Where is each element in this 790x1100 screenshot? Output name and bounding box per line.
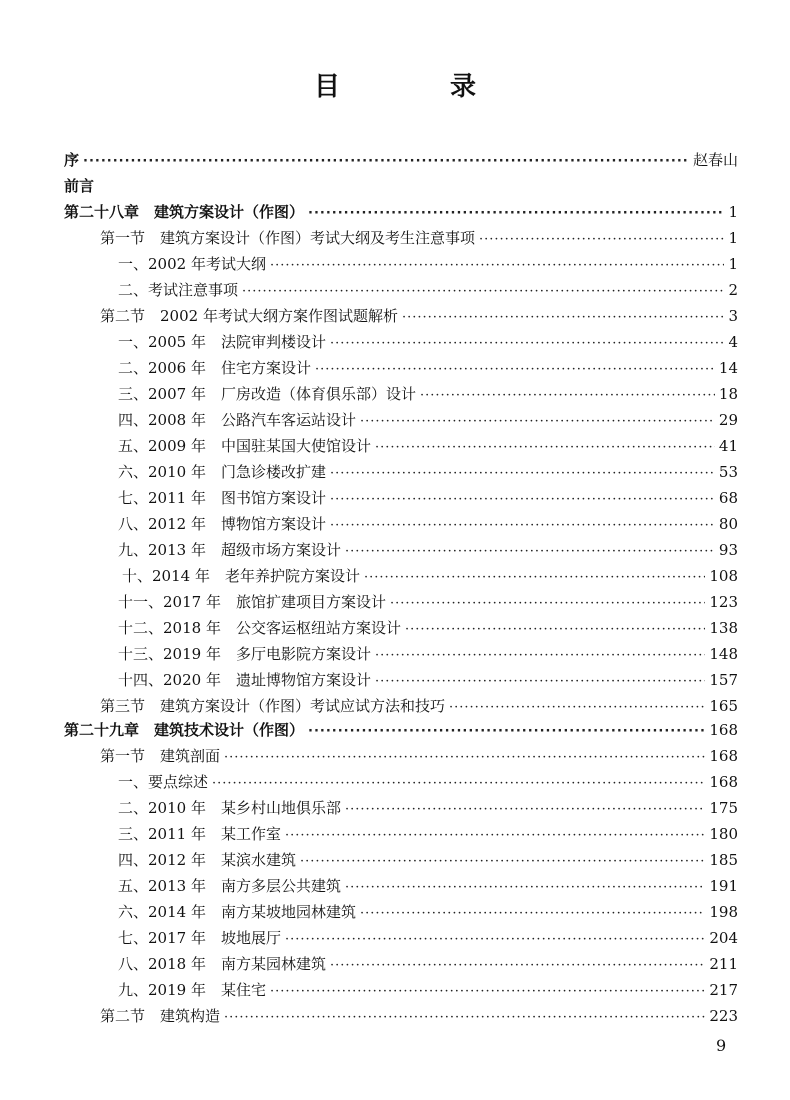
toc-entry-label: 十、2014 年 老年养护院方案设计: [122, 567, 360, 585]
dot-leader: [315, 358, 715, 382]
toc-entry-page: 211: [709, 955, 738, 973]
dot-leader: [285, 824, 705, 848]
toc-entry-label: 十三、2019 年 多厅电影院方案设计: [118, 645, 371, 663]
dot-leader: [300, 850, 705, 874]
toc-entry-item[interactable]: [118, 952, 738, 976]
toc-entry-label: 第一节 建筑剖面: [100, 747, 221, 765]
toc-entry-page: 168: [709, 773, 738, 791]
dot-leader: [364, 566, 705, 590]
dot-leader: [270, 980, 705, 1004]
dot-leader: [345, 876, 705, 900]
toc-entry-chapter-29[interactable]: [64, 718, 738, 742]
toc-entry-page: 68: [718, 489, 738, 507]
toc-entry-page: 217: [709, 981, 738, 999]
toc-entry-item[interactable]: [118, 460, 738, 484]
toc-entry-label: 一、2002 年考试大纲: [118, 255, 266, 273]
toc-entry-label: 前言: [64, 177, 95, 195]
toc-entry-item[interactable]: [118, 408, 738, 432]
toc-entry-label: 三、2007 年 厂房改造（体育俱乐部）设计: [118, 385, 416, 403]
toc-entry-item[interactable]: [118, 900, 738, 924]
toc-entry-item[interactable]: [118, 512, 738, 536]
page-number: 9: [716, 1036, 727, 1055]
toc-entry-page: 138: [709, 619, 738, 637]
toc-entry-label: 序: [64, 151, 80, 169]
toc-entry-label: 四、2008 年 公路汽车客运站设计: [118, 411, 356, 429]
toc-entry-item[interactable]: [118, 330, 738, 354]
dot-leader: [330, 462, 715, 486]
dot-leader: [360, 410, 715, 434]
toc-entry-section[interactable]: [100, 744, 738, 768]
dot-leader: [270, 254, 725, 278]
dot-leader: [83, 150, 689, 174]
toc-entry-page: 180: [709, 825, 738, 843]
toc-entry-page: 3: [728, 307, 738, 325]
dot-leader: [242, 280, 724, 304]
toc-entry-item[interactable]: [118, 382, 738, 406]
dot-leader: [330, 514, 715, 538]
toc-entry-label: 十四、2020 年 遗址博物馆方案设计: [118, 671, 371, 689]
toc-entry-label: 第一节 建筑方案设计（作图）考试大纲及考生注意事项: [100, 229, 476, 247]
toc-entry-page: 157: [709, 671, 738, 689]
toc-entry-label: 三、2011 年 某工作室: [118, 825, 281, 843]
toc-entry-foreword[interactable]: [64, 174, 738, 198]
toc-entry-item[interactable]: [118, 668, 738, 692]
toc-entry-page: 80: [718, 515, 738, 533]
toc-entry-item[interactable]: [118, 642, 738, 666]
toc-entry-page: 175: [709, 799, 738, 817]
dot-leader: [308, 202, 724, 226]
toc-entry-item[interactable]: [118, 434, 738, 458]
toc-entry-label: 第二节 2002 年考试大纲方案作图试题解析: [100, 307, 398, 325]
dot-leader: [330, 954, 705, 978]
dot-leader: [402, 306, 725, 330]
toc-entry-item[interactable]: [118, 822, 738, 846]
toc-entry-page: 168: [709, 721, 738, 739]
toc-entry-page: 108: [709, 567, 738, 585]
toc-entry-section[interactable]: [100, 304, 738, 328]
toc-entry-page: 204: [709, 929, 738, 947]
dot-leader: [345, 540, 715, 564]
toc-entry-item[interactable]: [118, 356, 738, 380]
toc-entry-section[interactable]: [100, 226, 738, 250]
toc-entry-label: 一、2005 年 法院审判楼设计: [118, 333, 326, 351]
toc-entry-page: 18: [718, 385, 738, 403]
toc-entry-item[interactable]: [118, 770, 738, 794]
page-title: 目 录: [313, 72, 518, 102]
toc-entry-page: 123: [709, 593, 738, 611]
dot-leader: [390, 592, 705, 616]
toc-entry-item[interactable]: [118, 486, 738, 510]
dot-leader: [449, 696, 705, 720]
toc-entry-page: 198: [709, 903, 738, 921]
toc-entry-page: 1: [728, 255, 738, 273]
toc-entry-label: 六、2010 年 门急诊楼改扩建: [118, 463, 326, 481]
toc-entry-section[interactable]: [100, 694, 738, 718]
dot-leader: [405, 618, 705, 642]
toc-entry-label: 七、2017 年 坡地展厅: [118, 929, 281, 947]
toc-entry-page: 41: [718, 437, 738, 455]
toc-entry-label: 第三节 建筑方案设计（作图）考试应试方法和技巧: [100, 697, 446, 715]
toc-entry-page: 191: [709, 877, 738, 895]
toc-entry-label: 二、2006 年 住宅方案设计: [118, 359, 311, 377]
toc-entry-page: 168: [709, 747, 738, 765]
dot-leader: [375, 436, 715, 460]
toc-entry-item[interactable]: [118, 252, 738, 276]
toc-entry-item[interactable]: [118, 278, 738, 302]
toc-entry-page: 1: [728, 229, 738, 247]
dot-leader: [212, 772, 705, 796]
dot-leader: [224, 746, 705, 770]
toc-entry-label: 十一、2017 年 旅馆扩建项目方案设计: [118, 593, 386, 611]
toc-entry-page: 2: [728, 281, 738, 299]
dot-leader: [375, 670, 705, 694]
toc-entry-item[interactable]: [118, 796, 738, 820]
dot-leader: [375, 644, 705, 668]
toc-entry-preface[interactable]: [64, 148, 738, 172]
toc-entry-page: 53: [718, 463, 738, 481]
toc-entry-section[interactable]: [100, 1004, 738, 1028]
toc-entry-item[interactable]: [122, 564, 738, 588]
toc-entry-label: 第二十九章 建筑技术设计（作图）: [64, 721, 305, 739]
toc-entry-page: 赵春山: [692, 151, 738, 169]
dot-leader: [224, 1006, 705, 1030]
toc-entry-label: 十二、2018 年 公交客运枢纽站方案设计: [118, 619, 401, 637]
toc-entry-item[interactable]: [118, 616, 738, 640]
toc-entry-item[interactable]: [118, 874, 738, 898]
dot-leader: [308, 720, 705, 744]
toc-entry-label: 九、2019 年 某住宅: [118, 981, 266, 999]
toc-entry-label: 四、2012 年 某滨水建筑: [118, 851, 296, 869]
toc-entry-page: 148: [709, 645, 738, 663]
toc-entry-page: 1: [728, 203, 738, 221]
toc-entry-chapter-28[interactable]: [64, 200, 738, 224]
toc-entry-page: 4: [728, 333, 738, 351]
toc-entry-page: 93: [718, 541, 738, 559]
dot-leader: [330, 332, 725, 356]
toc-entry-page: 14: [718, 359, 738, 377]
toc-entry-label: 八、2018 年 南方某园林建筑: [118, 955, 326, 973]
dot-leader: [345, 798, 705, 822]
dot-leader: [479, 228, 724, 252]
toc-entry-label: 第二节 建筑构造: [100, 1007, 221, 1025]
dot-leader: [360, 902, 705, 926]
toc-entry-item[interactable]: [118, 538, 738, 562]
dot-leader: [285, 928, 705, 952]
toc-entry-label: 五、2009 年 中国驻某国大使馆设计: [118, 437, 371, 455]
dot-leader: [420, 384, 715, 408]
toc-entry-page: 185: [709, 851, 738, 869]
toc-entry-label: 五、2013 年 南方多层公共建筑: [118, 877, 341, 895]
toc-entry-page: 165: [709, 697, 738, 715]
toc-entry-page: 29: [718, 411, 738, 429]
dot-leader: [330, 488, 715, 512]
toc-entry-item[interactable]: [118, 926, 738, 950]
toc-entry-label: 六、2014 年 南方某坡地园林建筑: [118, 903, 356, 921]
toc-entry-label: 二、2010 年 某乡村山地俱乐部: [118, 799, 341, 817]
toc-entry-item[interactable]: [118, 978, 738, 1002]
toc-entry-label: 一、要点综述: [118, 773, 209, 791]
toc-entry-item[interactable]: [118, 848, 738, 872]
toc-entry-label: 七、2011 年 图书馆方案设计: [118, 489, 326, 507]
toc-entry-label: 第二十八章 建筑方案设计（作图）: [64, 203, 305, 221]
toc-entry-label: 九、2013 年 超级市场方案设计: [118, 541, 341, 559]
toc-entry-item[interactable]: [118, 590, 738, 614]
toc-entry-label: 二、考试注意事项: [118, 281, 239, 299]
toc-entry-page: 223: [709, 1007, 738, 1025]
toc-entry-label: 八、2012 年 博物馆方案设计: [118, 515, 326, 533]
